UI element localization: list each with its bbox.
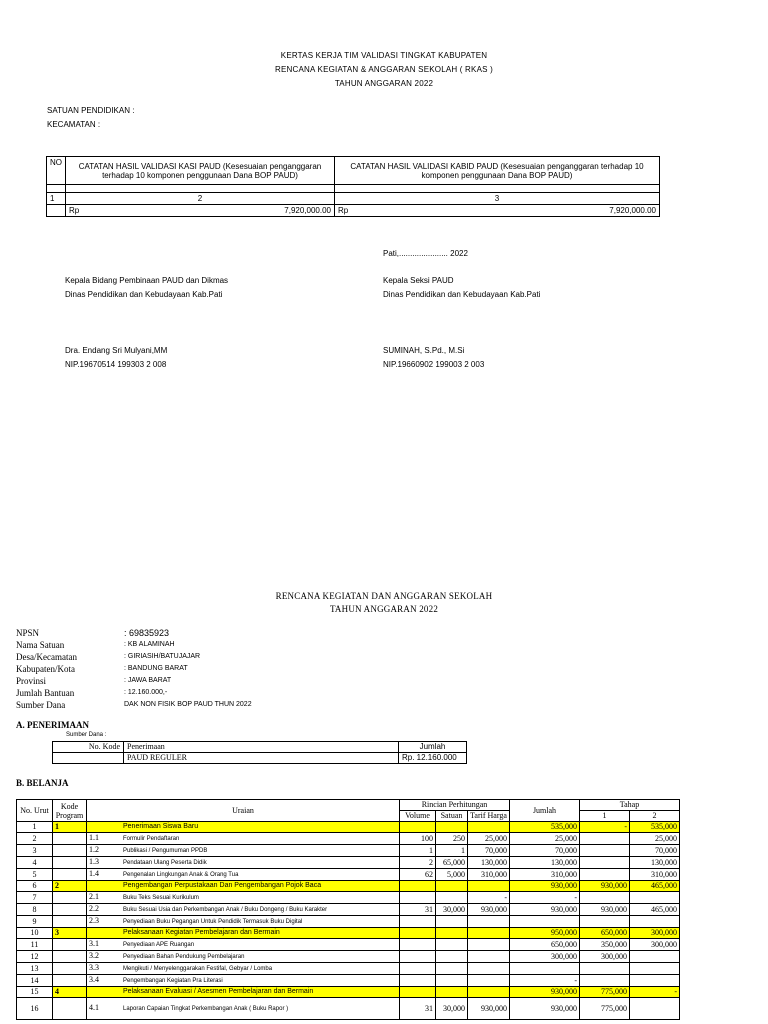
- table-row: [17, 916, 680, 928]
- row-description: Penerimaan Siswa Baru: [123, 823, 199, 830]
- uraian-cell: [87, 904, 400, 916]
- uraian-cell: [87, 869, 400, 881]
- row-tahap-1: 775,000: [580, 998, 630, 1020]
- info-value: : GIRIASIH/BATUJAJAR: [124, 653, 201, 660]
- header-kasi: CATATAN HASIL VALIDASI KASI PAUD (Kesesuaian penganggaran terhadap 10 komponen penggunaan Dana BOP PAUD): [66, 157, 335, 185]
- section-b-heading: B. BELANJA: [16, 778, 69, 788]
- row-description: Buku Sesuai Usia dan Perkembangan Anak / Buku Dongeng / Buku Karakter: [123, 907, 328, 913]
- row-tahap-1: [580, 869, 630, 881]
- row-tahap-2: 310,000: [630, 869, 680, 881]
- header-volume: Volume: [400, 811, 436, 822]
- row-tahap-1: [580, 857, 630, 869]
- row-description: Publikasi / Pengumuman PPDB: [123, 848, 208, 854]
- row-number: 13: [17, 963, 53, 975]
- row-tahap-1: [580, 916, 630, 928]
- satuan-pendidikan-label: SATUAN PENDIDIKAN :: [47, 106, 135, 115]
- row-satuan: [436, 916, 468, 928]
- row-number: 4: [17, 857, 53, 869]
- row-satuan: 250: [436, 833, 468, 845]
- validation-table: [46, 156, 660, 217]
- row-satuan: [436, 975, 468, 987]
- penerimaan-amount: Rp. 12.160.000: [399, 753, 467, 764]
- program-code: [53, 869, 87, 881]
- row-jumlah: 300,000: [510, 951, 580, 963]
- uraian-cell: [87, 845, 400, 857]
- row-tahap-1: -: [580, 822, 630, 833]
- sub-code: 1.1: [89, 833, 99, 842]
- row-volume: 62: [400, 869, 436, 881]
- row-tahap-2: 300,000: [630, 928, 680, 939]
- row-jumlah: 930,000: [510, 987, 580, 998]
- row-tahap-2: 535,000: [630, 822, 680, 833]
- row-number: 16: [17, 998, 53, 1020]
- row-number: 15: [17, 987, 53, 998]
- penerimaan-header-name: Penerimaan: [124, 742, 399, 753]
- belanja-table: [16, 799, 680, 1020]
- row-jumlah: 950,000: [510, 928, 580, 939]
- row-number: 12: [17, 951, 53, 963]
- row-jumlah: 310,000: [510, 869, 580, 881]
- row-tahap-1: 300,000: [580, 951, 630, 963]
- sub-code: 1.2: [89, 845, 99, 854]
- row-tahap-2: -: [630, 987, 680, 998]
- row-description: Pengembangan Perpustakaan Dan Pengembangan Pojok Baca: [123, 882, 322, 889]
- row-volume: 100: [400, 833, 436, 845]
- uraian-cell: [87, 998, 400, 1020]
- row-tarif: 930,000: [468, 904, 510, 916]
- row-tahap-1: 350,000: [580, 939, 630, 951]
- info-label: Nama Satuan: [16, 640, 65, 650]
- sub-code: 1.4: [89, 869, 99, 878]
- row-tahap-2: [630, 998, 680, 1020]
- uraian-cell: [87, 881, 400, 892]
- sign-right-nip: NIP.19660902 199003 2 003: [383, 360, 485, 369]
- row-description: Pelaksanaan Evaluasi / Asesmen Pembelajaran dan Bermain: [123, 988, 314, 995]
- row-satuan: 65,000: [436, 857, 468, 869]
- table-row: [17, 951, 680, 963]
- program-code: 1: [53, 822, 87, 833]
- row-number: 5: [17, 869, 53, 881]
- info-value: : JAWA BARAT: [124, 677, 172, 684]
- program-code: [53, 963, 87, 975]
- row-jumlah: -: [510, 892, 580, 904]
- row-tarif: -: [468, 892, 510, 904]
- row-volume: [400, 975, 436, 987]
- signature-right: [383, 274, 540, 372]
- table-row: [17, 998, 680, 1020]
- uraian-cell: [87, 963, 400, 975]
- table-row: [17, 975, 680, 987]
- row-tarif: [468, 822, 510, 833]
- sumber-dana-label: Sumber Dana :: [66, 732, 107, 738]
- col-no-2: 2: [66, 193, 335, 205]
- row-description: Buku Teks Sesuai Kurikulum: [123, 895, 199, 901]
- sub-code: 3.1: [89, 939, 99, 948]
- row-description: Pengembangan Kegiatan Pra Literasi: [123, 978, 223, 984]
- table-row: [17, 881, 680, 892]
- table-row: [17, 892, 680, 904]
- row-jumlah: 25,000: [510, 833, 580, 845]
- title-line-2: RENCANA KEGIATAN & ANGGARAN SEKOLAH ( RKAS ): [275, 65, 493, 74]
- row-volume: 2: [400, 857, 436, 869]
- row-number: 11: [17, 939, 53, 951]
- row-tarif: 930,000: [468, 998, 510, 1020]
- signature-left: [65, 274, 228, 372]
- row-description: Penyediaan Buku Pegangan Untuk Pendidik Termasuk Buku Digital: [123, 919, 303, 925]
- row-jumlah: [510, 963, 580, 975]
- rkas-title-line-2: TAHUN ANGGARAN 2022: [329, 604, 439, 614]
- row-number: 9: [17, 916, 53, 928]
- row-jumlah: 650,000: [510, 939, 580, 951]
- rkas-title-line-1: RENCANA KEGIATAN DAN ANGGARAN SEKOLAH: [275, 591, 493, 601]
- table-row: [17, 987, 680, 998]
- sign-left-name: Dra. Endang Sri Mulyani,MM: [65, 346, 168, 355]
- table-row: [17, 963, 680, 975]
- row-volume: [400, 939, 436, 951]
- row-jumlah: 930,000: [510, 998, 580, 1020]
- uraian-cell: [87, 916, 400, 928]
- info-value: : 69835923: [124, 628, 170, 638]
- header-no: NO: [47, 157, 66, 185]
- title-line-1: KERTAS KERJA TIM VALIDASI TINGKAT KABUPATEN: [280, 51, 488, 60]
- row-tahap-2: [630, 951, 680, 963]
- row-description: Pengenalan Lingkungan Anak & Orang Tua: [123, 872, 239, 878]
- header-tahap: Tahap: [580, 800, 680, 811]
- table-row: [17, 857, 680, 869]
- row-volume: [400, 892, 436, 904]
- header-satuan: Satuan: [436, 811, 468, 822]
- row-tarif: [468, 963, 510, 975]
- kertas-kerja-title: [0, 49, 768, 91]
- info-label: Desa/Kecamatan: [16, 652, 77, 662]
- row-satuan: [436, 892, 468, 904]
- amount-kasi: 7,920,000.00: [284, 206, 331, 215]
- header-tahap-2: 2: [630, 811, 680, 822]
- table-row: [17, 845, 680, 857]
- program-code: [53, 833, 87, 845]
- sign-left-nip: NIP.19670514 199303 2 008: [65, 360, 167, 369]
- row-description: Pelaksanaan Kegiatan Pembelajaran dan Bermain: [123, 929, 280, 936]
- row-tarif: [468, 939, 510, 951]
- sign-right-name: SUMINAH, S.Pd., M.Si: [383, 346, 465, 355]
- info-row: [16, 639, 252, 651]
- row-jumlah: 930,000: [510, 904, 580, 916]
- row-volume: 31: [400, 904, 436, 916]
- row-tarif: 310,000: [468, 869, 510, 881]
- amount-kabid: 7,920,000.00: [609, 206, 656, 215]
- row-tahap-1: [580, 975, 630, 987]
- row-volume: [400, 916, 436, 928]
- uraian-cell: [87, 939, 400, 951]
- program-code: [53, 939, 87, 951]
- row-tarif: [468, 916, 510, 928]
- row-tarif: 70,000: [468, 845, 510, 857]
- row-description: Pendataan Ulang Peserta Didik: [123, 860, 207, 866]
- row-satuan: [436, 951, 468, 963]
- school-info: [16, 627, 252, 711]
- table-row: [17, 869, 680, 881]
- program-code: [53, 975, 87, 987]
- info-row: [16, 663, 252, 675]
- info-value: : 12.160.000,-: [124, 689, 168, 696]
- row-number: 7: [17, 892, 53, 904]
- table-row: [17, 833, 680, 845]
- program-code: 3: [53, 928, 87, 939]
- sub-code: 3.2: [89, 951, 99, 960]
- program-code: [53, 892, 87, 904]
- uraian-cell: [87, 892, 400, 904]
- penerimaan-header-no: No. Kode: [53, 742, 124, 753]
- uraian-cell: [87, 857, 400, 869]
- place-date: Pati,...................... 2022: [383, 249, 468, 258]
- row-satuan: [436, 928, 468, 939]
- title-line-3: TAHUN ANGGARAN 2022: [334, 79, 434, 88]
- row-jumlah: [510, 916, 580, 928]
- row-volume: 1: [400, 845, 436, 857]
- info-label: Provinsi: [16, 676, 47, 686]
- program-code: [53, 998, 87, 1020]
- row-number: 3: [17, 845, 53, 857]
- penerimaan-header-jumlah: Jumlah: [399, 742, 467, 753]
- uraian-cell: [87, 951, 400, 963]
- program-code: 4: [53, 987, 87, 998]
- row-tahap-2: 25,000: [630, 833, 680, 845]
- rp-label: Rp: [69, 206, 80, 215]
- rp-label: Rp: [338, 206, 349, 215]
- program-code: 2: [53, 881, 87, 892]
- row-number: 1: [17, 822, 53, 833]
- row-volume: [400, 963, 436, 975]
- program-code: [53, 904, 87, 916]
- info-row: [16, 675, 252, 687]
- info-label: Jumlah Bantuan: [16, 688, 75, 698]
- info-row: [16, 687, 252, 699]
- sub-code: 2.1: [89, 892, 99, 901]
- sign-left-role2: Dinas Pendidikan dan Kebudayaan Kab.Pati: [65, 290, 223, 299]
- row-volume: [400, 928, 436, 939]
- uraian-cell: [87, 928, 400, 939]
- sign-left-role1: Kepala Bidang Pembinaan PAUD dan Dikmas: [65, 276, 229, 285]
- row-tarif: [468, 881, 510, 892]
- row-satuan: [436, 987, 468, 998]
- table-row: [17, 928, 680, 939]
- uraian-cell: [87, 833, 400, 845]
- sub-code: 4.1: [89, 1003, 99, 1012]
- row-tahap-2: [630, 963, 680, 975]
- header-no-urut: No. Urut: [17, 800, 53, 822]
- sub-code: 3.3: [89, 963, 99, 972]
- row-jumlah: 930,000: [510, 881, 580, 892]
- sub-code: 2.2: [89, 904, 99, 913]
- row-tahap-1: 930,000: [580, 904, 630, 916]
- row-description: Formulir Pendaftaran: [123, 836, 180, 842]
- row-jumlah: 130,000: [510, 857, 580, 869]
- program-code: [53, 857, 87, 869]
- info-row: [16, 627, 252, 639]
- header-rincian: Rincian Perhitungan: [400, 800, 510, 811]
- row-description: Mengikuti / Menyelenggarakan Festifal, Gebyar / Lomba: [123, 966, 273, 972]
- penerimaan-table: [52, 741, 467, 764]
- row-tahap-1: 650,000: [580, 928, 630, 939]
- row-tahap-2: [630, 916, 680, 928]
- header-tarif: Tarif Harga: [468, 811, 510, 822]
- row-description: Penyediaan APE Ruangan: [123, 942, 195, 948]
- program-code: [53, 916, 87, 928]
- row-number: 6: [17, 881, 53, 892]
- row-satuan: [436, 822, 468, 833]
- row-tahap-1: [580, 892, 630, 904]
- header-jumlah: Jumlah: [510, 800, 580, 822]
- info-value: : KB ALAMINAH: [124, 641, 175, 648]
- amount-kabid-cell: [335, 205, 660, 217]
- row-satuan: 30,000: [436, 998, 468, 1020]
- row-satuan: [436, 963, 468, 975]
- header-kabid: CATATAN HASIL VALIDASI KABID PAUD (Kesesuaian penganggaran terhadap 10 komponen penggunaan Dana BOP PAUD): [335, 157, 660, 185]
- sign-right-role1: Kepala Seksi PAUD: [383, 276, 454, 285]
- row-volume: 31: [400, 998, 436, 1020]
- row-description: Laporan Capaian Tingkat Perkembangan Anak ( Buku Rapor ): [123, 1006, 289, 1012]
- row-volume: [400, 881, 436, 892]
- kecamatan-label: KECAMATAN :: [47, 120, 101, 129]
- table-row: [17, 939, 680, 951]
- sub-code: 2.3: [89, 916, 99, 925]
- program-code: [53, 845, 87, 857]
- info-label: Kabupaten/Kota: [16, 664, 75, 674]
- row-satuan: 30,000: [436, 904, 468, 916]
- row-tarif: 130,000: [468, 857, 510, 869]
- sub-code: 3.4: [89, 975, 99, 984]
- table-row: [17, 822, 680, 833]
- sub-code: 1.3: [89, 857, 99, 866]
- row-tahap-1: 775,000: [580, 987, 630, 998]
- row-tarif: [468, 987, 510, 998]
- row-number: 10: [17, 928, 53, 939]
- info-value: : BANDUNG BARAT: [124, 665, 188, 672]
- row-jumlah: -: [510, 975, 580, 987]
- section-a-heading: A. PENERIMAAN: [16, 720, 89, 730]
- info-label: NPSN: [16, 628, 40, 638]
- row-tahap-1: [580, 833, 630, 845]
- row-satuan: 5,000: [436, 869, 468, 881]
- rkas-title: [0, 590, 768, 616]
- header-kode-program: Kode Program: [53, 800, 87, 822]
- info-value: DAK NON FISIK BOP PAUD THUN 2022: [124, 701, 252, 708]
- header-tahap-1: 1: [580, 811, 630, 822]
- row-satuan: [436, 939, 468, 951]
- row-satuan: [436, 881, 468, 892]
- header-uraian: Uraian: [87, 800, 400, 822]
- row-tahap-2: 130,000: [630, 857, 680, 869]
- row-description: Penyediaan Bahan Pendukung Pembelajaran: [123, 954, 245, 960]
- sign-right-role2: Dinas Pendidikan dan Kebudayaan Kab.Pati: [383, 290, 541, 299]
- row-volume: [400, 987, 436, 998]
- row-number: 2: [17, 833, 53, 845]
- row-satuan: 1: [436, 845, 468, 857]
- row-no-1: 1: [47, 193, 66, 205]
- program-code: [53, 951, 87, 963]
- row-jumlah: 535,000: [510, 822, 580, 833]
- col-no-3: 3: [335, 193, 660, 205]
- amount-kasi-cell: [66, 205, 335, 217]
- row-tarif: [468, 951, 510, 963]
- uraian-cell: [87, 987, 400, 998]
- row-tahap-1: [580, 845, 630, 857]
- row-tahap-2: [630, 975, 680, 987]
- row-tahap-2: 465,000: [630, 881, 680, 892]
- row-jumlah: 70,000: [510, 845, 580, 857]
- info-label: Sumber Dana: [16, 700, 66, 710]
- row-tahap-2: 70,000: [630, 845, 680, 857]
- row-tarif: [468, 975, 510, 987]
- row-volume: [400, 822, 436, 833]
- row-tarif: [468, 928, 510, 939]
- row-number: 14: [17, 975, 53, 987]
- row-tahap-2: 300,000: [630, 939, 680, 951]
- row-tarif: 25,000: [468, 833, 510, 845]
- uraian-cell: [87, 975, 400, 987]
- row-number: 8: [17, 904, 53, 916]
- row-volume: [400, 951, 436, 963]
- row-tahap-2: 465,000: [630, 904, 680, 916]
- penerimaan-item: PAUD REGULER: [124, 753, 399, 764]
- row-tahap-2: [630, 892, 680, 904]
- row-tahap-1: [580, 963, 630, 975]
- row-tahap-1: 930,000: [580, 881, 630, 892]
- info-row: [16, 651, 252, 663]
- uraian-cell: [87, 822, 400, 833]
- table-row: [17, 904, 680, 916]
- info-row: [16, 699, 252, 711]
